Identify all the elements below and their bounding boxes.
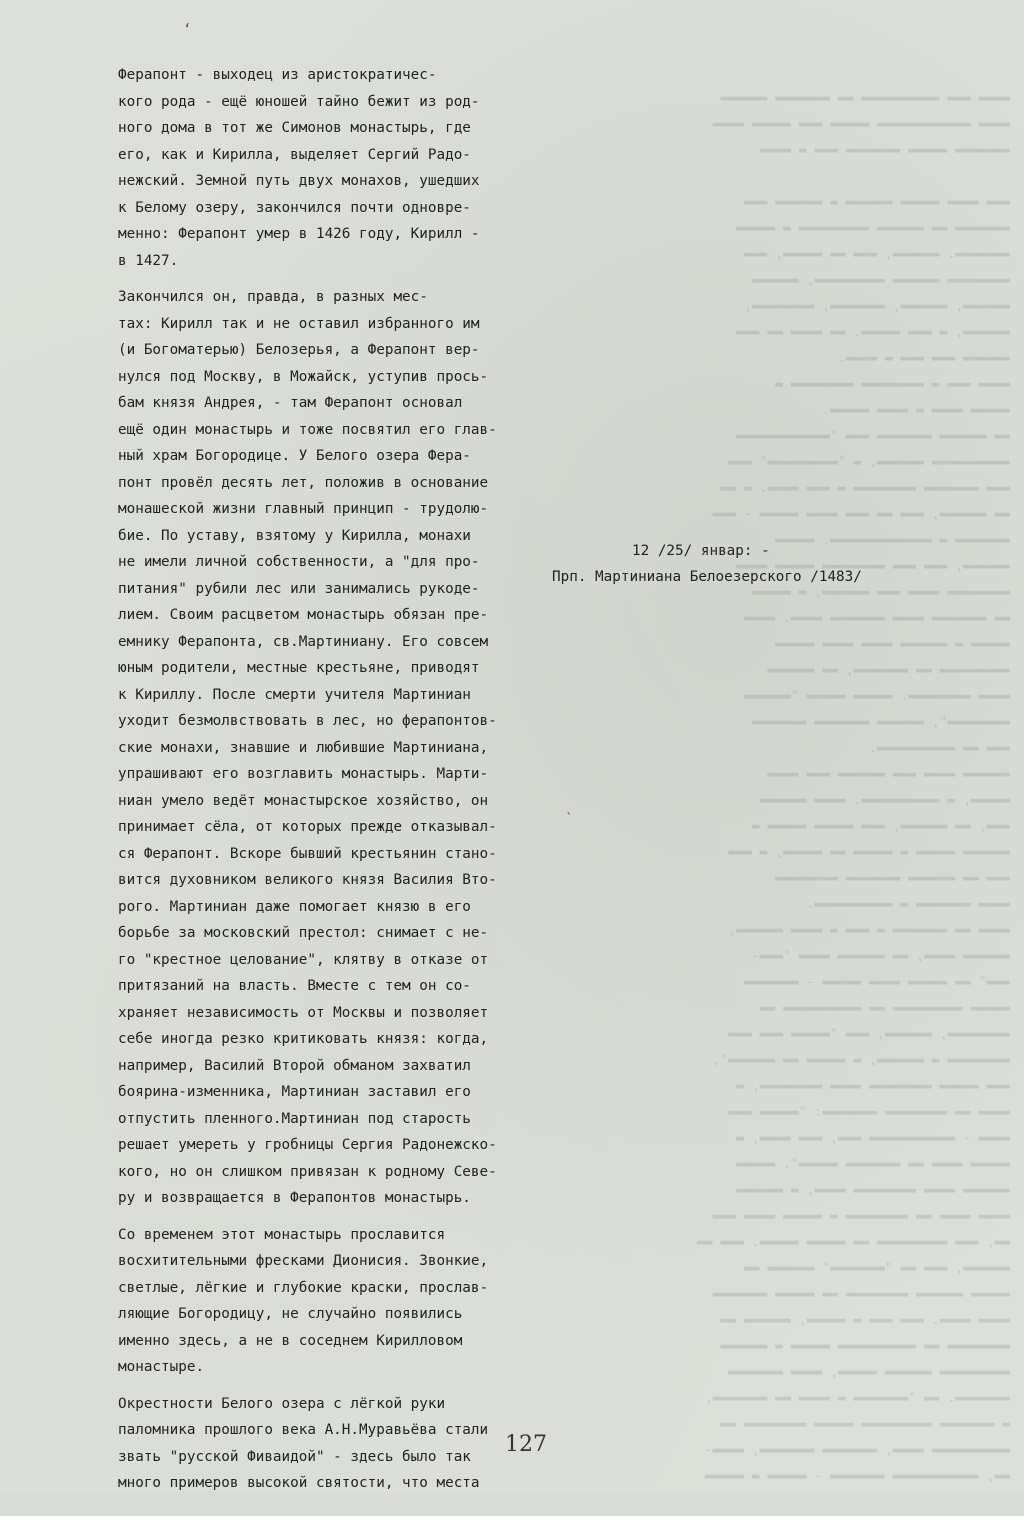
text-line: боярина-изменника, Мартиниан заставил его: [118, 1084, 471, 1100]
text-line: восхитительными фресками Дионисия. Звонкие,: [118, 1253, 489, 1269]
text-line: принимает сёла, от которых прежде отказывал-: [118, 819, 497, 835]
text-line: много примеров высокой святости, что места: [118, 1475, 480, 1491]
text-line: ляющие Богородицу, не случайно появились: [118, 1306, 463, 1322]
text-line: храняет независимость от Москвы и позволяет: [118, 1004, 489, 1021]
text-line: Со временем этот монастырь прославится: [118, 1226, 446, 1243]
text-line: Закончился он, правда, в разных мес-: [118, 289, 428, 305]
text-line: понт провёл десять лет, положив в основание: [118, 474, 489, 491]
text-line: Окрестности Белого озера с лёгкой руки: [118, 1395, 446, 1412]
text-line: кого, но он слишком привязан к родному Севе-: [118, 1163, 497, 1180]
text-line: звать "русской Фиваидой" - здесь было так: [118, 1448, 471, 1465]
text-line: упрашивают его возглавить монастырь. Марти-: [118, 766, 489, 782]
text-line: монашеской жизни главный принцип - трудолю-: [118, 501, 489, 517]
text-line: Ферапонт - выходец из аристократичес-: [118, 67, 437, 83]
text-line: менно: Ферапонт умер в 1426 году, Кирилл -: [118, 226, 480, 242]
text-line: кого рода - ещё юношей тайно бежит из род-: [118, 93, 480, 110]
paragraph-2: [118, 284, 518, 1212]
text-line: ские монахи, знавшие и любившие Мартиниана,: [118, 739, 489, 756]
text-line: нежский. Земной путь двух монахов, ушедших: [118, 173, 480, 189]
left-column: [118, 62, 518, 1507]
text-line: монастыре.: [118, 1359, 205, 1375]
text-line: ный храм Богородице. У Белого озера Фера-: [118, 448, 471, 464]
text-line: уходит безмолвствовать в лес, но ферапонтов-: [118, 713, 497, 729]
text-line: ру и возвращается в Ферапонтов монастырь.: [118, 1190, 471, 1206]
feast-date: 12 /25/ январ: -: [632, 543, 770, 559]
text-line: отпустить пленного.Мартиниан под старость: [118, 1110, 471, 1127]
text-line: к Кириллу. После смерти учителя Мартиниан: [118, 686, 471, 703]
text-line: рого. Мартиниан даже помогает князю в его: [118, 898, 471, 915]
text-line: юным родители, местные крестьяне, приводят: [118, 660, 480, 676]
bleed-through-text: ▬▬▬▬ ▬▬▬ ▬▬▬▬▬▬▬▬▬▬ ▬▬ ▬▬▬▬▬▬▬ ▬▬▬▬▬▬ ▬▬▬▬ ▬▬▬▬▬▬▬▬▬▬▬▬ ▬▬▬▬▬ ▬▬▬ ▬▬▬▬▬ ▬▬▬▬ ▬▬▬▬▬▬▬ ▬▬▬▬▬ ▬▬▬▬▬▬▬ ▬▬▬ ▬ ▬▬▬▬ ▬▬▬ ▬▬▬▬ ▬▬▬▬▬ ▬▬▬▬▬▬ ▬ ▬▬▬▬▬▬ ▬▬▬ ▬▬▬▬▬▬▬ ▬▬ ▬▬▬▬▬▬ ▬▬▬▬▬▬▬▬▬ ▬ ▬▬▬▬▬ ▬▬▬▬▬▬▬. ▬▬▬▬▬▬, ▬▬▬ ▬▬ ▬▬▬▬▬, ▬▬▬ ▬▬▬▬▬▬▬▬ ▬▬▬▬▬▬ ▬▬▬▬▬▬▬▬▬, ▬▬▬▬▬▬ ▬▬▬▬▬▬, ▬▬▬▬▬▬, ▬▬▬▬▬▬▬, ▬▬▬▬▬▬▬▬, ▬▬▬▬▬▬, ▬ ▬▬▬ ▬▬▬▬▬. ▬▬ ▬▬▬▬ ▬▬ ▬▬▬ ▬▬▬▬▬▬ ▬▬▬ ▬▬▬ ▬ ▬▬▬▬. ▬▬▬▬ ▬▬▬ ▬ ▬▬▬▬▬▬▬▬ ▬▬▬▬▬▬▬▬ ▬ ▬▬▬▬▬ ▬▬▬▬ ▬ ▬▬▬▬ ▬▬▬▬▬. ▬▬ ▬▬▬▬▬▬ ▬▬▬▬▬▬▬ ▬▬▬ "▬▬▬▬▬▬▬▬▬▬▬▬ ▬▬▬▬▬▬▬▬▬▬ ▬▬▬▬▬▬, ▬ "▬▬▬▬▬▬▬▬▬" ▬▬▬ ▬▬▬ ▬▬▬▬▬▬▬ ▬▬▬▬▬▬▬▬ ▬ ▬▬▬ ▬▬▬▬. ▬ ▬▬ ▬▬ ▬▬▬▬▬▬, ▬▬▬ ▬▬ ▬▬▬ ▬▬▬▬ ▬▬▬▬▬ - ▬▬▬ ▬▬▬▬▬▬▬ ▬ ▬▬▬▬▬▬▬▬▬▬▬▬▬. ▬▬▬▬▬ ▬▬▬▬▬▬, ▬▬▬ ▬▬▬ ▬▬▬▬▬▬▬▬ ▬▬▬▬▬ ▬▬▬▬ ▬▬▬▬▬▬▬▬ ▬▬▬▬ ▬▬▬ ▬▬▬▬▬▬, ▬ ▬▬▬▬▬ ▬▬ ▬▬▬▬▬▬▬ ▬▬▬▬ ▬▬▬▬▬▬▬ ▬▬▬▬. ▬▬▬▬ ▬▬▬▬▬ ▬ ▬▬▬▬▬▬ ▬▬▬▬ ▬▬▬▬ ▬▬▬▬▬ ▬▬▬▬▬▬▬▬▬ ▬▬ ▬▬▬▬▬▬▬, ▬▬ ▬▬▬▬▬▬ ▬▬▬▬ ▬▬▬▬▬▬▬▬. ▬▬▬▬▬ ▬▬▬▬▬ "▬▬▬▬▬▬ ▬▬▬▬▬▬▬▬", ▬▬▬▬▬▬ ▬▬▬▬▬▬▬ ▬▬▬▬▬▬▬ ▬▬▬ ▬▬ ▬▬▬▬▬▬▬▬▬▬. ▬▬▬▬▬▬ ▬▬▬▬ ▬▬▬ ▬▬▬▬▬▬ ▬▬▬ ▬▬▬▬ ▬▬▬▬▬, ▬ ▬▬▬▬▬▬▬▬▬▬. ▬▬▬▬ ▬▬▬▬▬▬ ▬▬▬, ▬▬ ▬▬▬▬▬▬, ▬▬▬ ▬▬▬▬▬ ▬▬▬▬▬ ▬ ▬▬▬▬▬▬ ▬▬▬▬▬ ▬ ▬▬▬▬▬ ▬▬ ▬▬▬▬▬, ▬ ▬▬▬ ▬▬▬ ▬▬ ▬▬▬▬▬▬ ▬▬▬▬▬▬▬ ▬▬▬▬▬▬▬▬ ▬▬▬▬ ▬▬▬▬▬▬▬ ▬ ▬▬▬▬▬▬▬▬▬▬. ▬▬▬▬ ▬▬ ▬▬▬▬▬▬▬ ▬ ▬▬▬ ▬ ▬▬▬▬ ▬▬▬▬▬▬, ▬▬▬▬▬▬ ▬▬▬▬, ▬▬ ▬▬▬▬▬▬ ▬▬▬▬ "▬▬▬- ▬▬▬" ▬▬ ▬▬▬▬▬ ▬▬▬▬ ▬▬▬▬▬ - ▬▬▬▬▬▬▬ ▬▬▬▬▬ ▬▬▬▬▬▬▬▬▬ ▬▬ ▬▬▬▬▬▬▬▬▬▬ ▬▬ ▬▬▬▬▬▬▬▬, ▬▬▬▬▬▬, ▬▬▬ "▬▬▬▬▬ ▬▬▬ ▬▬▬ ▬▬▬▬▬▬▬▬ ▬ ▬▬▬▬▬▬, ▬ ▬▬▬▬▬ ▬▬ ▬▬▬▬▬▬", ▬▬▬ ▬▬▬▬▬ ▬▬▬▬▬▬▬▬ ▬▬▬▬ ▬▬▬▬▬▬▬▬, ▬ ▬▬▬▬ ▬▬ ▬▬▬▬▬▬▬▬ ▬▬▬▬▬▬▬: "▬▬▬▬▬ ▬▬▬ ▬▬▬▬ - ▬▬▬▬▬▬▬▬▬▬▬ ▬▬▬, ▬▬▬ ▬▬▬▬, ▬ ▬▬▬▬▬ ▬▬▬▬ ▬▬ ▬▬▬▬▬▬▬ ▬▬▬▬▬". ▬▬▬▬▬ ▬▬▬▬▬▬ ▬▬▬▬ ▬▬▬▬▬▬▬▬ ▬▬▬▬, ▬ ▬▬▬▬▬▬ ▬▬▬▬ ▬▬▬▬ ▬▬ ▬▬▬▬▬▬▬▬ ▬ ▬▬▬▬▬ ▬▬▬▬ ▬▬▬ ▬▬, ▬▬▬ ▬▬▬▬▬▬▬▬▬ ▬▬ ▬▬▬▬▬ ▬▬▬▬▬. ▬▬▬ ▬▬ ▬▬▬▬▬▬, ▬▬▬ ▬▬ "▬▬▬▬▬▬▬" ▬▬▬▬▬▬ ▬▬ ▬▬▬▬▬ ▬▬▬▬▬▬ ▬▬▬▬▬▬▬▬ ▬▬ ▬▬▬▬▬ ▬▬▬▬▬▬▬ ▬▬▬▬ ▬▬▬▬. ▬▬▬ ▬▬▬ ▬ ▬▬▬▬▬, ▬▬▬▬▬▬ ▬▬ ▬▬▬▬▬▬▬▬ ▬▬ ▬▬▬▬▬▬▬▬▬▬ ▬▬▬▬▬ ▬ ▬▬▬▬▬▬ ▬▬▬▬▬▬▬▬▬ ▬▬▬▬▬▬ ▬▬▬▬▬, ▬▬▬▬ ▬▬▬▬▬▬▬ ▬▬▬▬▬▬▬. ▬▬ "▬▬▬▬▬▬▬ ▬ ▬▬▬▬ ▬▬ ▬▬▬▬▬▬▬, ▬ ▬▬▬▬▬▬▬ ▬▬▬▬▬▬▬▬▬ ▬▬▬▬▬ ▬▬▬▬▬▬▬▬ ▬▬ ▬▬▬▬▬▬▬▬▬▬ ▬▬▬▬, ▬▬▬▬▬▬▬ ▬▬▬▬▬▬▬, ▬▬▬▬- ▬▬, ▬▬▬▬▬▬▬▬▬▬▬ ▬▬▬▬▬▬▬ - ▬▬▬▬▬ ▬ ▬▬▬▬▬: [696, 91, 1010, 1484]
text-line: решает умереть у гробницы Сергия Радонежско-: [118, 1137, 497, 1153]
text-line: ного дома в тот же Симонов монастырь, где: [118, 120, 471, 136]
text-line: например, Василий Второй обманом захватил: [118, 1057, 471, 1074]
stray-mark: ˎ: [565, 800, 573, 814]
text-line: себе иногда резко критиковать князя: когда,: [118, 1031, 489, 1047]
text-line: притязаний на власть. Вместе с тем он со-: [118, 978, 471, 994]
paragraph-4: [118, 1391, 518, 1497]
text-line: именно здесь, а не в соседнем Кирилловом: [118, 1332, 463, 1349]
text-line: го "крестное целование", клятву в отказе от: [118, 951, 489, 968]
text-line: ещё один монастырь и тоже посвятил его глав-: [118, 421, 497, 438]
text-line: не имели личной собственности, а "для про-: [118, 554, 480, 570]
text-line: борьбе за московский престол: снимает с не-: [118, 925, 489, 941]
text-line: емнику Ферапонта, св.Мартиниану. Его совсем: [118, 633, 489, 650]
feast-heading: [552, 538, 952, 590]
feast-title: Прп. Мартиниана Белоезерского /1483/: [552, 569, 862, 585]
stray-mark: ‘: [183, 22, 192, 38]
text-line: тах: Кирилл так и не оставил избранного им: [118, 315, 480, 332]
paragraph-3: [118, 1222, 518, 1381]
text-line: в 1427.: [118, 252, 179, 269]
text-line: его, как и Кирилла, выделяет Сергий Радо-: [118, 146, 471, 163]
paragraph-1: [118, 62, 518, 274]
page-number: 127: [505, 1432, 547, 1457]
text-line: бам князя Андрея, - там Ферапонт основал: [118, 395, 463, 411]
text-line: (и Богоматерью) Белозерья, а Ферапонт вер-: [118, 342, 480, 358]
text-line: бие. По уставу, взятому у Кирилла, монахи: [118, 527, 471, 544]
text-line: питания" рубили лес или занимались рукоде-: [118, 580, 480, 597]
text-line: вится духовником великого князя Василия Вто-: [118, 872, 497, 888]
text-line: лием. Своим расцветом монастырь обязан пре-: [118, 607, 489, 623]
text-line: к Белому озеру, закончился почти одновре-: [118, 199, 471, 216]
text-line: паломника прошлого века А.Н.Муравьёва стали: [118, 1422, 489, 1438]
text-line: ниан умело ведёт монастырское хозяйство, он: [118, 792, 489, 809]
text-line: ся Ферапонт. Вскоре бывший крестьянин стано-: [118, 845, 497, 862]
text-line: светлые, лёгкие и глубокие краски, прослав-: [118, 1279, 489, 1296]
text-line: нулся под Москву, в Можайск, уступив прось-: [118, 368, 489, 385]
